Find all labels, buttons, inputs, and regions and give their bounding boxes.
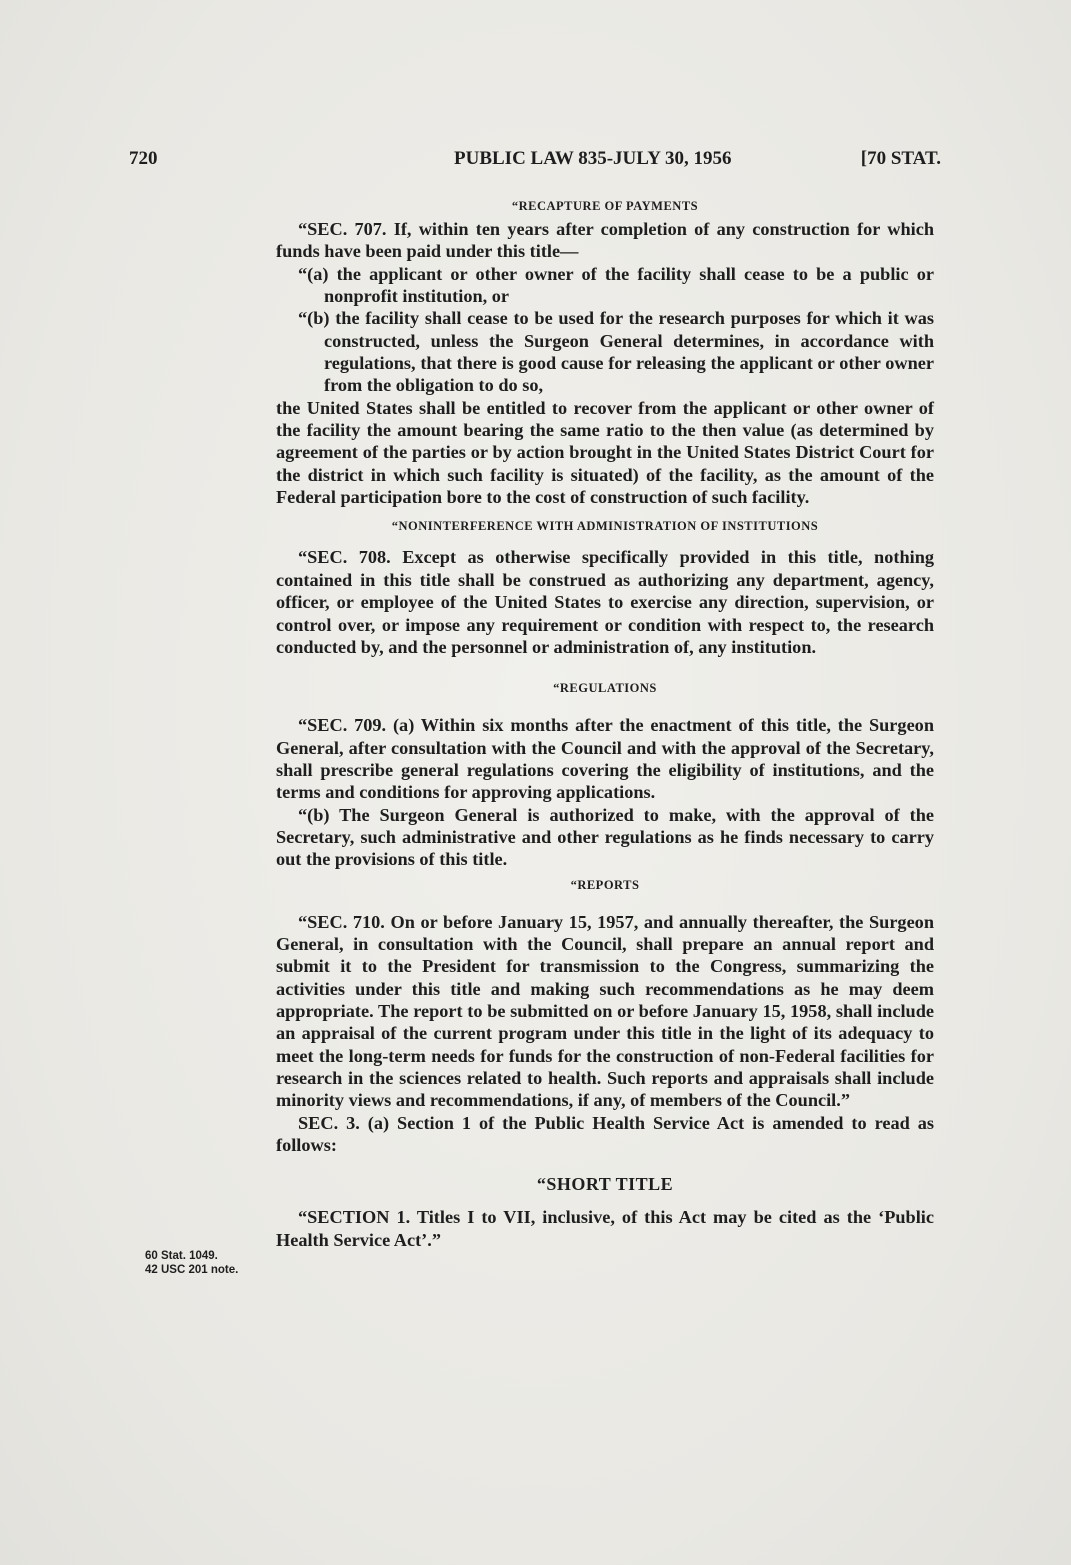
section-heading-regulations: “REGULATIONS: [553, 681, 657, 696]
body-text: [276, 198, 934, 1251]
short-title-text: “SECTION 1. Titles I to VII, inclusive, of this Act may be cited as the ‘Public Health Service Act’.”: [276, 1207, 934, 1250]
margin-note-line-1: 60 Stat. 1049.: [145, 1250, 218, 1262]
law-title: PUBLIC LAW 835-JULY 30, 1956: [454, 148, 732, 169]
sec-707-conclusion: the United States shall be entitled to recover from the applicant or other owner of the facility the amount bearing the same ratio to the then value (as determined by agreement of the parties or by action brought in the United States District Court for the district in which such facility is situated) of the facility, as the amount of the Federal participation bore to the cost of construction of such facility.: [276, 397, 934, 508]
volume-reference: [70 STAT.: [860, 148, 941, 169]
margin-note-line-2: 42 USC 201 note.: [145, 1264, 239, 1276]
margin-citation-note: [145, 1249, 270, 1277]
running-header: [129, 148, 941, 174]
sec-710-text: “SEC. 710. On or before January 15, 1957, and annually thereafter, the Surgeon General, in consultation with the Council, shall prepare an annual report and submit it to the President for transmission to the Congress, summarizing the activities under this title and making such recommendations as he may deem appropriate. The report to be submitted on or before January 15, 1958, shall include an appraisal of the current program under this title in the light of its adequacy to meet the long-term needs for funds for the construction of non-Federal facilities for research in the sciences related to health. Such reports and appraisals shall include minority views and recommendations, if any, of members of the Council.”: [276, 911, 934, 1111]
sec-707-intro: “SEC. 707. If, within ten years after completion of any construction for which funds have been paid under this title—: [276, 219, 934, 262]
section-heading-recapture: “RECAPTURE OF PAYMENTS: [511, 199, 699, 213]
sec-709-b: “(b) The Surgeon General is authorized to make, with the approval of the Secretary, such administrative and other regulations as he finds necessary to carry out the provisions of this title.: [276, 804, 934, 870]
sec-707-clause-a: “(a) the applicant or other owner of the facility shall cease to be a public or nonprofit institution, or: [298, 263, 934, 307]
sec-709-a: “SEC. 709. (a) Within six months after the enactment of this title, the Surgeon General, after consultation with the Council and with the approval of the Secretary, shall prescribe general regulations covering the eligibility of institutions, and the terms and conditions for approving applications.: [276, 715, 934, 803]
sec-3-text: SEC. 3. (a) Section 1 of the Public Health Service Act is amended to read as follows:: [276, 1112, 934, 1156]
section-heading-noninterference: “NONINTERFERENCE WITH ADMINISTRATION OF INSTITUTIONS: [391, 519, 819, 534]
section-heading-short-title: “SHORT TITLE: [536, 1174, 674, 1195]
section-heading-reports: “REPORTS: [570, 877, 640, 892]
sec-707-clause-b: “(b) the facility shall cease to be used for the research purposes for which it was constructed, unless the Surgeon General determines, in accordance with regulations, that there is good cause for releasing the applicant or other owner from the obligation to do so,: [298, 308, 934, 396]
sec-708-text: “SEC. 708. Except as otherwise specifically provided in this title, nothing contained in this title shall be construed as authorizing any department, agency, officer, or employee of the United States to exercise any direction, supervision, or control over, or impose any requirement or condition with respect to, the research conducted by, and the personnel or administration of, any institution.: [276, 547, 934, 657]
page-number: 720: [129, 148, 158, 169]
